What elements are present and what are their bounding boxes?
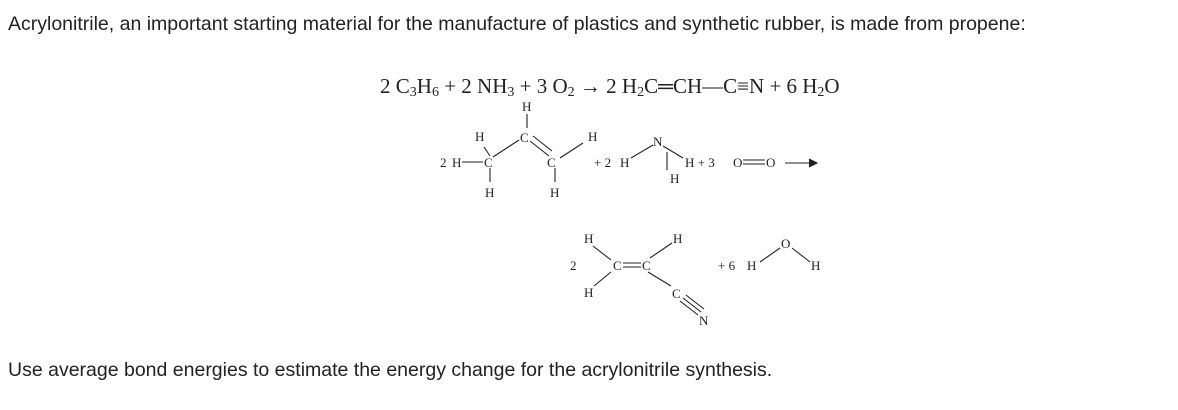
plus-2: + — [514, 74, 537, 98]
acrylonitrile-coef: 2 — [570, 258, 577, 273]
intro-paragraph: Acrylonitrile, an important starting material for the manufacture of plastics and synthetic rubber, is made from propene: — [8, 13, 1026, 35]
bond-triple-a — [680, 301, 698, 315]
product-h: H — [621, 74, 638, 98]
bond-c-cn — [648, 272, 671, 286]
bond-c2-c3-a — [530, 141, 549, 156]
coef-ammonia: 2 — [461, 74, 472, 98]
bond-c-h-lower-left — [594, 272, 611, 286]
plus-3: + — [764, 74, 787, 98]
bond-n-h-left — [631, 145, 653, 158]
atom-h-water-right: H — [811, 258, 821, 273]
arrow-head — [809, 159, 817, 167]
atom-h-prod-upper-right: H — [673, 231, 683, 246]
atom-h-water-left: H — [747, 258, 757, 273]
water-o: O — [824, 74, 840, 98]
atom-c-nitrile: C — [672, 286, 681, 301]
atom-h-upper-right: H — [588, 129, 598, 144]
water-sub: 2 — [817, 85, 825, 100]
plus-1: + — [438, 74, 462, 98]
water-structure — [718, 236, 820, 273]
propene-coef: 2 — [440, 155, 447, 170]
oxygen-o: O — [552, 74, 568, 98]
atom-c-prod-left: C — [613, 258, 622, 273]
condensed-equation — [380, 72, 840, 100]
water-h: H — [802, 74, 818, 98]
atom-h-prod-lower-left: H — [584, 285, 594, 300]
bond-n-h-right — [663, 146, 683, 158]
oxygen-structure — [685, 155, 817, 170]
question-prompt: Use average bond energies to estimate the energy change for the acrylonitrile synthesis. — [8, 359, 773, 381]
propene-structure — [440, 99, 597, 200]
atom-c3: C — [547, 155, 556, 170]
bond-c3-h-upper — [560, 143, 583, 158]
propene-h: H — [416, 74, 432, 98]
bond-o-h-left — [760, 248, 780, 262]
atom-o-right: O — [766, 155, 776, 170]
atom-h-bottom-left: H — [485, 185, 495, 200]
oxygen-sub: 2 — [567, 85, 575, 100]
coef-water: 6 — [786, 74, 797, 98]
atom-h-nh3-bottom: H — [670, 171, 680, 186]
bond-c2-c3-b — [533, 136, 552, 151]
bond-triple-c — [686, 295, 704, 309]
propene-c: C — [395, 74, 410, 98]
bond-c1-c2 — [493, 140, 519, 157]
atom-h-upper-left: H — [475, 129, 485, 144]
coef-oxygen: 3 — [536, 74, 548, 98]
ammonia-plus-coef: + 2 — [594, 155, 612, 170]
atom-c1: C — [484, 155, 493, 170]
atom-n-nitrile: N — [699, 313, 709, 328]
oxygen-plus-coef: H + 3 — [685, 155, 715, 170]
atom-o-left: O — [733, 155, 743, 170]
atom-h-left: H — [452, 155, 462, 170]
bond-c-h-upper-right — [650, 243, 672, 258]
acrylonitrile-structure — [570, 231, 709, 328]
bond-c-h-upper-left — [593, 246, 611, 260]
product-rest: C═CH—C≡N — [644, 74, 765, 98]
atom-h-top: H — [522, 99, 532, 114]
bond-c1-h-upper — [484, 147, 490, 156]
bond-o-h-right — [792, 248, 810, 262]
atom-c-prod-right: C — [642, 258, 651, 273]
coef-propene: 2 — [380, 74, 391, 98]
ammonia-structure — [594, 134, 683, 186]
bond-triple-b — [683, 298, 701, 312]
atom-n: N — [653, 134, 663, 149]
water-plus-coef: + 6 — [718, 258, 736, 273]
atom-h-nh3-left: H — [620, 155, 630, 170]
propene-h-sub: 6 — [431, 85, 439, 100]
ammonia-sub: 3 — [507, 85, 515, 100]
atom-h-bottom-right: H — [550, 185, 560, 200]
ammonia-nh: NH — [477, 74, 508, 98]
atom-h-prod-upper-left: H — [584, 231, 594, 246]
coef-product: 2 — [606, 74, 617, 98]
atom-c2: C — [520, 130, 529, 145]
atom-o-water: O — [781, 236, 791, 251]
propene-c-sub: 3 — [409, 85, 417, 100]
reaction-arrow: → — [579, 74, 601, 98]
product-h-sub: 2 — [637, 85, 645, 100]
